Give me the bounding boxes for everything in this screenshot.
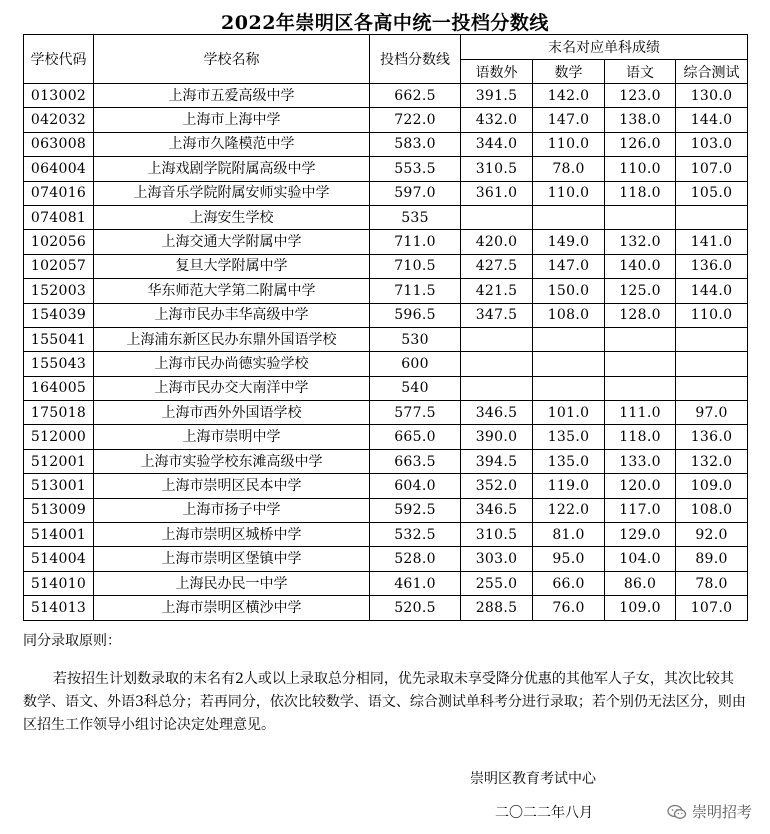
cell-score-comprehensive: 136.0 xyxy=(676,425,748,449)
cell-admission-score: 600 xyxy=(370,352,461,376)
cell-score-math: 95.0 xyxy=(533,547,605,571)
header-subject-chinese-math-english: 语数外 xyxy=(461,60,533,84)
cell-score-comprehensive: 92.0 xyxy=(676,523,748,547)
cell-school-code: 042032 xyxy=(24,108,94,132)
cell-admission-score: 597.0 xyxy=(370,181,461,205)
cell-school-code: 512000 xyxy=(24,425,94,449)
cell-admission-score: 662.5 xyxy=(370,84,461,108)
cell-score-comprehensive: 130.0 xyxy=(676,84,748,108)
cell-score-math: 149.0 xyxy=(533,230,605,254)
cell-school-name: 上海浦东新区民办东鼎外国语学校 xyxy=(94,327,370,351)
cell-school-name: 上海市西外外国语学校 xyxy=(94,401,370,425)
cell-score-comprehensive: 107.0 xyxy=(676,157,748,181)
cell-school-code: 513001 xyxy=(24,474,94,498)
cell-school-name: 上海市久隆模范中学 xyxy=(94,132,370,156)
cell-admission-score: 520.5 xyxy=(370,596,461,620)
cell-school-code: 514004 xyxy=(24,547,94,571)
cell-score-comprehensive xyxy=(676,352,748,376)
cell-school-name: 上海民办民一中学 xyxy=(94,571,370,595)
cell-score-comprehensive: 136.0 xyxy=(676,254,748,278)
cell-score-comprehensive: 89.0 xyxy=(676,547,748,571)
cell-score-chinese: 125.0 xyxy=(605,279,676,303)
signoff xyxy=(470,768,596,824)
cell-admission-score: 596.5 xyxy=(370,303,461,327)
cell-score-chinese: 86.0 xyxy=(605,571,676,595)
table-body xyxy=(24,84,748,621)
cell-score-chinese-math-english: 346.5 xyxy=(461,498,533,522)
cell-school-name: 上海市民办交大南洋中学 xyxy=(94,376,370,400)
cell-score-comprehensive xyxy=(676,205,748,229)
table-row xyxy=(24,84,748,108)
cell-score-chinese-math-english: 344.0 xyxy=(461,132,533,156)
cell-score-math: 76.0 xyxy=(533,596,605,620)
signoff-organization: 崇明区教育考试中心 xyxy=(470,771,596,787)
cell-score-math xyxy=(533,352,605,376)
cell-score-chinese: 133.0 xyxy=(605,449,676,473)
cell-school-name: 上海市崇明区堡镇中学 xyxy=(94,547,370,571)
cell-school-code: 514010 xyxy=(24,571,94,595)
header-subject-comprehensive: 综合测试 xyxy=(676,60,748,84)
cell-score-comprehensive: 105.0 xyxy=(676,181,748,205)
cell-admission-score: 535 xyxy=(370,205,461,229)
cell-score-chinese-math-english: 420.0 xyxy=(461,230,533,254)
cell-score-chinese: 128.0 xyxy=(605,303,676,327)
notes-paragraph: 若按招生计划数录取的末名有2人或以上录取总分相同，优先录取未享受降分优惠的其他军人子女，其次比较其数学、语文、外语3科总分；若再同分，依次比较数学、语文、综合测试单科考分进行录取；若个别仍无法区分，则由区招生工作领导小组讨论决定处理意见。 xyxy=(23,671,746,733)
table-row xyxy=(24,181,748,205)
cell-school-code: 514001 xyxy=(24,523,94,547)
cell-score-comprehensive: 141.0 xyxy=(676,230,748,254)
table-row xyxy=(24,376,748,400)
cell-score-math: 110.0 xyxy=(533,132,605,156)
cell-score-chinese: 111.0 xyxy=(605,401,676,425)
cell-score-chinese-math-english: 303.0 xyxy=(461,547,533,571)
cell-school-name: 上海市崇明区城桥中学 xyxy=(94,523,370,547)
cell-score-chinese: 123.0 xyxy=(605,84,676,108)
cell-score-comprehensive: 97.0 xyxy=(676,401,748,425)
cell-score-math: 101.0 xyxy=(533,401,605,425)
cell-score-chinese-math-english: 310.5 xyxy=(461,523,533,547)
header-subject-group: 末名对应单科成绩 xyxy=(461,35,748,60)
header-school-code: 学校代码 xyxy=(24,35,94,84)
table-row xyxy=(24,449,748,473)
cell-school-code: 102056 xyxy=(24,230,94,254)
cell-score-chinese-math-english: 288.5 xyxy=(461,596,533,620)
cell-score-comprehensive: 107.0 xyxy=(676,596,748,620)
watermark xyxy=(667,801,752,822)
cell-score-math: 108.0 xyxy=(533,303,605,327)
cell-score-chinese: 109.0 xyxy=(605,596,676,620)
cell-score-math: 142.0 xyxy=(533,84,605,108)
table-row xyxy=(24,596,748,620)
cell-score-comprehensive: 144.0 xyxy=(676,279,748,303)
cell-score-chinese xyxy=(605,205,676,229)
cell-score-chinese: 140.0 xyxy=(605,254,676,278)
cell-score-chinese: 118.0 xyxy=(605,425,676,449)
table-row xyxy=(24,205,748,229)
cell-school-name: 复旦大学附属中学 xyxy=(94,254,370,278)
cell-admission-score: 528.0 xyxy=(370,547,461,571)
cell-score-chinese-math-english: 421.5 xyxy=(461,279,533,303)
cell-school-name: 上海市崇明区横沙中学 xyxy=(94,596,370,620)
cell-score-chinese xyxy=(605,352,676,376)
cell-school-name: 上海市实验学校东滩高级中学 xyxy=(94,449,370,473)
cell-school-name: 上海交通大学附属中学 xyxy=(94,230,370,254)
cell-score-chinese: 132.0 xyxy=(605,230,676,254)
cell-score-chinese-math-english: 432.0 xyxy=(461,108,533,132)
cell-score-chinese: 120.0 xyxy=(605,474,676,498)
cell-score-chinese-math-english: 352.0 xyxy=(461,474,533,498)
cell-score-math xyxy=(533,327,605,351)
cell-score-chinese: 110.0 xyxy=(605,157,676,181)
table-row xyxy=(24,571,748,595)
cell-admission-score: 540 xyxy=(370,376,461,400)
table-row xyxy=(24,498,748,522)
cell-school-code: 064004 xyxy=(24,157,94,181)
header-subject-math: 数学 xyxy=(533,60,605,84)
cell-score-math xyxy=(533,205,605,229)
cell-score-math: 147.0 xyxy=(533,108,605,132)
cell-score-math: 119.0 xyxy=(533,474,605,498)
cell-score-chinese-math-english xyxy=(461,327,533,351)
table-row xyxy=(24,327,748,351)
cell-school-name: 上海市扬子中学 xyxy=(94,498,370,522)
page-title: 2022年崇明区各高中统一投档分数线 xyxy=(221,12,549,34)
cell-admission-score: 665.0 xyxy=(370,425,461,449)
cell-score-math: 150.0 xyxy=(533,279,605,303)
cell-score-comprehensive: 132.0 xyxy=(676,449,748,473)
cell-score-math: 135.0 xyxy=(533,425,605,449)
cell-score-comprehensive: 109.0 xyxy=(676,474,748,498)
cell-admission-score: 592.5 xyxy=(370,498,461,522)
header-admission-score: 投档分数线 xyxy=(370,35,461,84)
cell-score-chinese-math-english xyxy=(461,352,533,376)
score-table xyxy=(23,34,748,621)
table-row xyxy=(24,254,748,278)
cell-school-name: 上海市民办丰华高级中学 xyxy=(94,303,370,327)
cell-score-comprehensive: 144.0 xyxy=(676,108,748,132)
table-row xyxy=(24,230,748,254)
cell-school-code: 164005 xyxy=(24,376,94,400)
table-row xyxy=(24,157,748,181)
watermark-text: 崇明招考 xyxy=(691,803,752,821)
cell-score-chinese-math-english: 255.0 xyxy=(461,571,533,595)
header-subject-chinese: 语文 xyxy=(605,60,676,84)
cell-score-comprehensive xyxy=(676,327,748,351)
header-school-name: 学校名称 xyxy=(94,35,370,84)
cell-school-name: 上海市上海中学 xyxy=(94,108,370,132)
cell-admission-score: 530 xyxy=(370,327,461,351)
cell-school-name: 上海市崇明中学 xyxy=(94,425,370,449)
cell-admission-score: 711.0 xyxy=(370,230,461,254)
cell-score-chinese-math-english: 310.5 xyxy=(461,157,533,181)
cell-score-comprehensive: 103.0 xyxy=(676,132,748,156)
cell-score-chinese: 118.0 xyxy=(605,181,676,205)
cell-school-code: 155043 xyxy=(24,352,94,376)
cell-school-code: 513009 xyxy=(24,498,94,522)
cell-school-code: 102057 xyxy=(24,254,94,278)
signoff-date: 二〇二二年八月 xyxy=(495,805,593,821)
table-row xyxy=(24,425,748,449)
table-row xyxy=(24,303,748,327)
cell-score-math: 78.0 xyxy=(533,157,605,181)
cell-score-chinese-math-english xyxy=(461,205,533,229)
cell-admission-score: 583.0 xyxy=(370,132,461,156)
cell-score-math: 135.0 xyxy=(533,449,605,473)
cell-admission-score: 461.0 xyxy=(370,571,461,595)
cell-admission-score: 711.5 xyxy=(370,279,461,303)
cell-score-chinese: 129.0 xyxy=(605,523,676,547)
cell-score-comprehensive xyxy=(676,376,748,400)
cell-score-math: 147.0 xyxy=(533,254,605,278)
cell-score-chinese-math-english: 361.0 xyxy=(461,181,533,205)
cell-score-math xyxy=(533,376,605,400)
table-row xyxy=(24,547,748,571)
cell-school-code: 013002 xyxy=(24,84,94,108)
cell-score-chinese xyxy=(605,376,676,400)
table-row xyxy=(24,108,748,132)
cell-school-code: 074016 xyxy=(24,181,94,205)
cell-admission-score: 577.5 xyxy=(370,401,461,425)
cell-school-name: 华东师范大学第二附属中学 xyxy=(94,279,370,303)
cell-score-comprehensive: 110.0 xyxy=(676,303,748,327)
cell-admission-score: 710.5 xyxy=(370,254,461,278)
notes-section xyxy=(23,630,747,737)
table-row xyxy=(24,523,748,547)
cell-score-comprehensive: 78.0 xyxy=(676,571,748,595)
cell-school-code: 063008 xyxy=(24,132,94,156)
cell-school-name: 上海戏剧学院附属高级中学 xyxy=(94,157,370,181)
cell-score-math: 110.0 xyxy=(533,181,605,205)
cell-school-code: 155041 xyxy=(24,327,94,351)
cell-score-chinese: 117.0 xyxy=(605,498,676,522)
cell-school-name: 上海市民办尚德实验学校 xyxy=(94,352,370,376)
cell-score-math: 81.0 xyxy=(533,523,605,547)
cell-school-name: 上海市崇明区民本中学 xyxy=(94,474,370,498)
cell-admission-score: 532.5 xyxy=(370,523,461,547)
cell-score-comprehensive: 108.0 xyxy=(676,498,748,522)
cell-score-chinese xyxy=(605,327,676,351)
cell-score-chinese-math-english: 346.5 xyxy=(461,401,533,425)
cell-score-chinese-math-english: 390.0 xyxy=(461,425,533,449)
cell-school-code: 512001 xyxy=(24,449,94,473)
cell-admission-score: 553.5 xyxy=(370,157,461,181)
cell-score-math: 122.0 xyxy=(533,498,605,522)
cell-score-chinese-math-english xyxy=(461,376,533,400)
cell-school-code: 175018 xyxy=(24,401,94,425)
cell-school-code: 154039 xyxy=(24,303,94,327)
cell-school-code: 514013 xyxy=(24,596,94,620)
cell-school-code: 074081 xyxy=(24,205,94,229)
cell-school-name: 上海安生学校 xyxy=(94,205,370,229)
cell-score-chinese: 126.0 xyxy=(605,132,676,156)
table-row xyxy=(24,132,748,156)
cell-admission-score: 604.0 xyxy=(370,474,461,498)
notes-heading: 同分录取原则： xyxy=(23,633,121,649)
cell-score-chinese-math-english: 427.5 xyxy=(461,254,533,278)
cell-score-math: 66.0 xyxy=(533,571,605,595)
cell-school-name: 上海市五爱高级中学 xyxy=(94,84,370,108)
wechat-icon xyxy=(667,804,687,820)
table-row xyxy=(24,279,748,303)
table-row xyxy=(24,474,748,498)
cell-score-chinese: 138.0 xyxy=(605,108,676,132)
cell-score-chinese-math-english: 391.5 xyxy=(461,84,533,108)
cell-score-chinese-math-english: 394.5 xyxy=(461,449,533,473)
cell-school-code: 152003 xyxy=(24,279,94,303)
cell-admission-score: 722.0 xyxy=(370,108,461,132)
cell-admission-score: 663.5 xyxy=(370,449,461,473)
cell-score-chinese: 104.0 xyxy=(605,547,676,571)
cell-score-chinese-math-english: 347.5 xyxy=(461,303,533,327)
table-row xyxy=(24,401,748,425)
cell-school-name: 上海音乐学院附属安师实验中学 xyxy=(94,181,370,205)
table-row xyxy=(24,352,748,376)
